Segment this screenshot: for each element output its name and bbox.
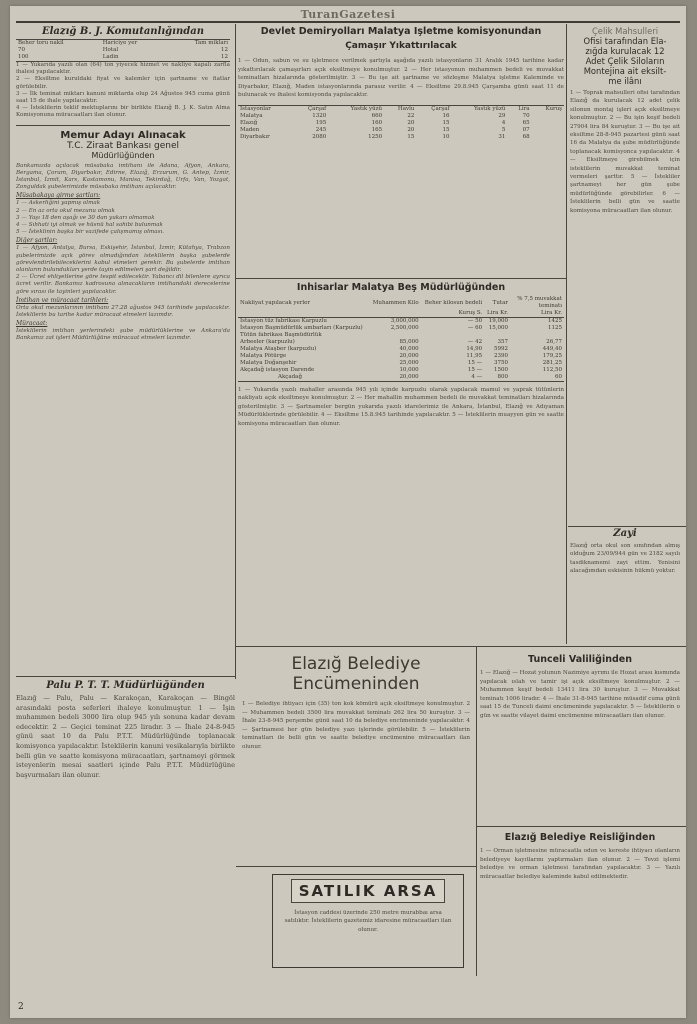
devlet-subtitle: Çamaşır Yıkattırılacak (345, 41, 457, 51)
celik-title-line: zığda kurulacak 12 (585, 46, 665, 56)
table-cell: 60 (555, 374, 562, 380)
table-cell: 165 (371, 126, 383, 133)
belediye-text: 1 — Belediye ihtiyacı için (35) ton kok kömürü açık eksiltmeye konulmuştur. 2 — Muhammen bedeli 3500 lira muvakkat teminatı 262 lira 50 kuruştur. 3 — İhale 23-8-945 perşembe günü saat 10 da belediye encümeninde yapılacaktır. 4 — Şartnamesi her gün belediye yazı işlerinde görülebilir. 5 — İsteklilerin teminatları ile belli gün ve saatte belediye encümenine müracaatları ilan olunur. (242, 701, 470, 750)
table-cell: 19,000 (488, 318, 508, 324)
table-cell: 22 (407, 112, 415, 119)
center-rule-1 (236, 278, 566, 279)
table-cell: Tütün fabrikası Başmüdürlük (240, 332, 322, 338)
devlet-text: 1 — Odun, sabun ve su işletmece verilmek şartıyla aşağıda yazılı istasyonların 31 Aralık 1945 tarihine kadar yıkattırılacak çamaşırları açık eksiltmeye konulmuştur. 2 — Her istasyonun muhammen bedeli ve muvakkat teminatları hizalarında gösterilmiştir. 3 — Bu işe ait şartname ve sözleşme Malatya işletme Kaleminde ve Diyarbakır, Elazığ, Maden istasyonlarında parasız verilir. 4 — Eksiltme 29.8.945 Çarşamba günü saat 11 de bulunacak ve ihalesi komisyonda yapılacaktır. (238, 58, 564, 99)
table-header-row (238, 105, 564, 113)
tunceli-section (480, 654, 680, 826)
table-cell: 1500 (494, 367, 508, 373)
table-cell: 1250 (368, 133, 383, 140)
table-unit: Lira Kr. (541, 310, 562, 316)
table-cell: Akçadağ (278, 374, 302, 380)
belediye-section (242, 654, 470, 864)
table-cell: 2080 (312, 133, 327, 140)
table-header: Beher toru nakil (18, 40, 64, 46)
masthead: TuranGazetesi (300, 8, 396, 21)
table-header: Muhammen Kilo (372, 299, 419, 306)
right-rule-lower (476, 826, 686, 827)
table-header: Havlu (397, 105, 415, 112)
center-rule-3 (236, 866, 476, 867)
table-cell: 3750 (494, 360, 508, 366)
table-row (238, 353, 564, 360)
table-cell: 2390 (494, 353, 508, 359)
table-cell: 68 (522, 133, 530, 140)
celik-title (570, 26, 680, 86)
devlet-section (238, 26, 564, 278)
komutanlik-para: 1 — Yukarıda yazılı olan (64) ton yiyecek hizmet ve nakliye kapalı zarfla ihalesi yapılacaktır. (16, 62, 230, 76)
satilik-text: İstasyon caddesi üzerinde 250 metre murabbaı arsa satılıktır. İsteklilerin gazetemiz idaresine müracaatları ilan olunur. (284, 910, 452, 933)
right-rule-1 (568, 526, 686, 527)
table-cell: 20 (407, 126, 415, 133)
table-cell: İstasyon Başmüdürlük ambarları (Karpuzlu) (240, 325, 363, 331)
table-cell: 1425 (548, 318, 562, 324)
zayi-text: Elazığ orta okul son sınıfından almış olduğum 23/09/944 gün ve 2182 sayılı tasdiknamemi zayi ettim. Yenisini alacağımdan eskisinin hükmü yoktur. (570, 543, 680, 575)
tunceli-text: 1 — Elazığ — Hozat yolunun Nazimiye ayrımı ile Hozat arası kısmında yapılacak ıslah ve tamir işi açık eksiltmeye konulmuştur. 2 — Muhammen keşif bedeli 13411 lira 30 kuruştur. 3 — Muvakkat teminatı 1006 liradır. 4 — İhale 31-8-945 tarihine müsadif cuma günü saat 15 de Tunceli daimi encümeninde yapılacaktır. 5 — İsteklilerin o gün ve saatte vilayet daimi encümenine müracaatları ilan olunur. (480, 670, 680, 719)
inhisar-text: 1 — Yukarıda yazılı mahaller arasında 945 yılı içinde karpuzlu olarak yapılacak mamul ve yaprak tütünlerin nakliyatı açık eksiltmeye konulmuştur. 2 — Her mahallin muhammen bedeli ile muvakkat teminatları hizalarında gösterilmiştir. 3 — Şartnameler bergün yukarıda yazılı idarelerimiz ile Ankara, İstanbul, Elazığ ve Adıyaman Müdürlüklerinde görülebilir. 4 — Eksiltme 15.8.945 tarihinde yapılacaktır. 5 — İsteklilerin muayyen gün ve saatte komisyona müracaatları ilan olunur. (238, 387, 564, 427)
devlet-table (238, 105, 564, 141)
table-header: Kuruş (545, 105, 562, 112)
table-cell: 29 (498, 112, 506, 119)
celik-title-line: Çelik Mahsulleri (591, 26, 659, 36)
table-row (238, 120, 564, 127)
table-header: % 7,5 muvakkat teminatı (517, 296, 562, 309)
ptt-text: Elazığ — Palu, Palu — Karakoçan, Karakoçan — Bingöl arasındaki posta seferleri ihaleye konulmuştur. 1 — İşin muhammen bedeli 3000 lira olup 945 yılı sonuna kadar devam edecektir. 2 — Geçici teminat 225 liradır. 3 — İhale 24-8-945 günü saat 10 da Palu P.T.T. Müdürlüğünde toplanacak komisyonca yapılacaktır. İsteklilerin kanuni vesikalarıyla birlikte belli gün ve saatte komisyona müracaatları, şartnameyi görmek isteyenlerin mesai saatleri içinde Palu P.T.T. Müdürlüğüne başvurmaları ilan olunur. (16, 694, 235, 779)
table-cell: Ladin (102, 54, 119, 60)
celik-title-line: me ilânı (608, 76, 642, 86)
table-row (16, 54, 230, 62)
memur-label: Müsabakaya girme şartları: (16, 192, 101, 200)
table-cell: — 50 (467, 318, 483, 324)
table-cell: Akçadağ istasyon Darende (240, 367, 315, 373)
memur-para: 2 — Ücret ehliyetlerine göre tespit edilecektir. Yabancı dil bilenlere ayrıca ücret verilir. Bankamız kadrosuna alınacakların imtihandaki derecelerine göre sırası ile tayinleri yapılacaktır. (16, 274, 230, 295)
komutanlik-title: Elazığ B. J. Komutanlığından (42, 26, 204, 37)
memur-para: Orta okul mezunlarının imtihanı 27.28 ağustos 945 tarihinde yapılacaktır. İsteklilerin bu tarihe kadar müracaat etmeleri lazımdır. (16, 304, 230, 319)
table-cell: 15 (407, 133, 415, 140)
table-cell: 12 (221, 47, 228, 53)
reislik-title: Elazığ Belediye Reisliğinden (504, 832, 656, 843)
newspaper-page (10, 6, 686, 1018)
table-header: Nakliyat yapılacak yerler (240, 299, 311, 306)
table-cell: Malatya Pötürge (240, 353, 287, 359)
table-header-row (238, 296, 564, 310)
table-cell: 179,25 (542, 353, 562, 359)
list-item: 4 — Sıhhati iyi olmak ve hüsnü hal sahibi bulunmak (16, 222, 163, 229)
celik-title-line: Ofisi tarafından Ela- (583, 36, 667, 46)
table-row (238, 134, 564, 141)
ptt-section (16, 680, 235, 1010)
table-header-row (16, 40, 230, 48)
celik-title-line: Adet Çelik Siloların (585, 56, 665, 66)
table-header: Çarşaf (307, 105, 327, 112)
table-cell: 11,95 (466, 353, 483, 359)
table-cell: Diyarbakır (240, 133, 270, 140)
list-item: 1 — Askerliğini yapmış olmak (16, 200, 101, 207)
table-cell: 15 (442, 119, 450, 126)
top-rule (16, 21, 680, 23)
table-cell: 12 (221, 54, 228, 60)
table-unit: Kuruş S. (458, 310, 483, 316)
center-rule-2 (236, 646, 686, 647)
table-cell: 5 (501, 126, 506, 133)
table-cell: — 60 (467, 325, 483, 331)
memur-title: Memur Adayı Alınacak (60, 129, 186, 141)
table-cell: İstasyon tüz fabrikası Karpuzlu (240, 318, 327, 324)
inhisar-table (238, 296, 564, 382)
komutanlik-para: 3 — İlk teminat miktarı kanuni miktarda olup 24 Ağustos 945 cuma günü saat 15 de ihale yapılacaktır. (16, 90, 230, 105)
memur-subtitle-2: Müdürlüğünden (91, 150, 155, 160)
table-row (238, 374, 564, 382)
divider-left (235, 24, 236, 679)
belediye-title: Elazığ Belediye (291, 654, 421, 674)
celik-section (570, 26, 680, 526)
table-cell: 660 (371, 112, 383, 119)
table-cell: 14,90 (466, 346, 483, 352)
table-unit: Lira Kr. (487, 310, 508, 316)
table-cell: 1320 (312, 112, 327, 119)
table-cell: 15,000 (488, 325, 508, 331)
table-cell: Malatya Doğanşehir (240, 360, 297, 366)
table-row (238, 127, 564, 134)
table-cell: Malatya (240, 112, 263, 119)
reislik-section (480, 832, 680, 982)
celik-text: 1 — Toprak mahsulleri ofisi tarafından Elazığ da kurulacak 12 adet çelik silonun montaj işleri açık eksiltmeye konulmuştur. 2 — Bu işin keşif bedeli 27904 lira 84 kuruştur. 3 — Bu işe ait eksiltme 28-8-945 pazartesi günü saat 16 da Malatya da şube müdürlüğünde toplanacak komisyonca yapılacaktır. 4 — Eksiltmeye girebilmek için isteklilerin muvakkat teminat vermeleri şarttır. 5 — İstekliler şartnameyi her gün şube müdürlüğünde görebilirler. 6 — İsteklilerin belli gün ve saatte komisyona müracaatları ilan olunur. (570, 90, 680, 214)
zayi-title: Zayi (613, 528, 637, 539)
table-cell: 25,000 (399, 360, 419, 366)
table-cell: — 42 (467, 339, 483, 345)
satilik-box (272, 874, 464, 968)
table-cell: Elazığ (240, 119, 258, 126)
komutanlik-para: 4 — İsteklilerin teklif mektuplarını bir birlikte Elazığ B. J. K. Satın Alma Komisyonuna müracaatları ilan olunur. (16, 105, 230, 119)
table-row (16, 47, 230, 54)
table-row (238, 318, 564, 326)
table-cell: 2,500,000 (390, 325, 419, 331)
table-header: Yastık yüzü (473, 105, 506, 112)
left-column (16, 26, 230, 676)
table-cell: 07 (522, 126, 530, 133)
list-item: 2 — En az orta okul mezunu olmak (16, 207, 115, 214)
celik-title-line: Montejina ait eksilt- (583, 66, 667, 76)
table-header: Beher kilosun bedeli (424, 299, 483, 306)
memur-label: Diğer şartlar: (16, 237, 58, 245)
inhisar-section (238, 282, 564, 642)
table-row (238, 325, 564, 332)
table-cell: 70 (522, 112, 530, 119)
divider-right (566, 24, 567, 644)
satilik-title: SATILIK ARSA (291, 879, 445, 903)
table-cell: Malatya Ataşber (karpuzlu) (240, 346, 317, 352)
table-cell: 100 (18, 54, 29, 60)
reislik-text: 1 — Orman işletmesine müracaatla odun ve kereste ihtiyacı olanların belediyeye kayıtlarını yaptırmaları ilan olunur. 2 — Tevzi işlemi belediye ve orman işletmesi tarafından yapılacaktır. 3 — Yazılı müracaatlar belediye kaleminde kabul edilmektedir. (480, 848, 680, 880)
table-cell: 20,000 (399, 374, 419, 380)
table-cell: 3,000,000 (390, 318, 419, 324)
table-cell: Arbeeler (karpuzlu) (240, 339, 295, 345)
table-header: Lira (518, 105, 530, 112)
inhisar-title: İnhisarlar Malatya Beş Müdürlüğünden (296, 282, 506, 293)
ptt-title: Palu P. T. T. Müdürlüğünden (46, 680, 205, 691)
table-cell: 16 (442, 112, 450, 119)
table-cell: 195 (315, 119, 327, 126)
table-cell: 20,000 (399, 353, 419, 359)
section-rule (16, 125, 230, 126)
table-cell: 31 (498, 133, 506, 140)
table-cell: 26,77 (546, 339, 562, 345)
table-row (238, 113, 564, 120)
memur-label: Müracaat: (16, 320, 48, 328)
table-unit-row (238, 310, 564, 318)
table-cell: 40,000 (399, 346, 419, 352)
memur-subtitle: T.C. Ziraat Bankası genel (66, 140, 180, 151)
table-cell: 4 (501, 119, 506, 126)
table-cell: 4 — (471, 374, 483, 380)
table-cell: 65 (522, 119, 530, 126)
table-cell: 281,25 (542, 360, 562, 366)
list-item: 5 — İsteklinin başka bir vazifede çalışmamış olması. (16, 229, 165, 236)
list-item: 3 — Yaşı 18 den aşağı ve 30 dan yukarı olmamak (16, 214, 155, 221)
table-cell: 160 (371, 119, 383, 126)
left-rule (16, 676, 235, 677)
table-cell: 800 (497, 374, 508, 380)
table-cell: 449,40 (542, 346, 562, 352)
table-header: Çarşaf (431, 105, 450, 112)
table-cell: 70 (18, 47, 25, 53)
table-cell: 357 (497, 339, 508, 345)
table-row (238, 332, 564, 339)
table-cell: 20 (407, 119, 415, 126)
memur-para: 1 — Afyon, Antalya, Bursa, Eskişehir, İstanbul, İzmir, Kütahya, Trabzon şubelerimizde açık görev olmadığından isteklilerin başka şubelerde görevlendirilebileceklerini kabul etmeleri gerekir. Bu şubelerde imtihan olanların bulundukları yerde tayin edilmeleri şart değildir. (16, 245, 230, 274)
table-row (238, 360, 564, 367)
table-cell: 1125 (548, 325, 562, 331)
memur-para: İsteklilerin imtihan yerlerindeki şube müdürlüklerine ve Ankara'da Bankamız zat işleri Müdürlüğüne müracaat etmeleri lazımdır. (16, 328, 230, 342)
table-cell: 5992 (494, 346, 508, 352)
table-cell: 112,50 (542, 367, 562, 373)
table-cell: 15 — (467, 360, 483, 366)
table-cell: 15 (442, 126, 450, 133)
devlet-title: Devlet Demiryolları Malatya İşletme komisyonundan (260, 26, 542, 37)
table-cell: 245 (315, 126, 327, 133)
table-header: İstasyonlar (240, 105, 271, 112)
table-row (238, 346, 564, 353)
table-row (238, 367, 564, 374)
memur-label: İmtihan ve müracaat tarihleri: (16, 296, 109, 304)
table-header: Tutar (492, 299, 508, 306)
komutanlik-para: 2 — Eksiltme kuruldaki fiyat ve kalemler için şartname ve fiatlar görülebilir. (16, 76, 230, 90)
table-header: Tam mikları (194, 40, 228, 46)
table-cell: 10 (442, 133, 450, 140)
belediye-subtitle: Encümeninden (292, 674, 420, 694)
table-header: Yastık yüzü (350, 105, 383, 112)
table-cell: Hotal (102, 47, 119, 53)
table-header: Hariciye yer (102, 40, 138, 46)
page-number: 2 (18, 1002, 24, 1012)
table-row (238, 339, 564, 346)
table-cell: Maden (240, 126, 260, 133)
zayi-section (570, 528, 680, 642)
table-cell: 85,000 (399, 339, 419, 345)
memur-intro: Bankamızda açılacak müsabaka imtihanı ile Adana, Afyon, Ankara, Bergama, Çorum, Diyarbakır, Edirne, Elazığ, Erzurum, G. Antep, İzmir, İstanbul, İzmit, Kars, Kastamonu, Manisa, Tekirdağ, Urfa, Van, Yozgat, Zonguldak şubelerimizde müsabaka imtihanı açılacaktır. (16, 162, 230, 191)
table-cell: 15 — (467, 367, 483, 373)
divider-lower (476, 646, 477, 976)
tunceli-title: Tunceli Valiliğinden (528, 654, 632, 665)
table-cell: 10,000 (399, 367, 419, 373)
komutanlik-table (16, 39, 230, 62)
